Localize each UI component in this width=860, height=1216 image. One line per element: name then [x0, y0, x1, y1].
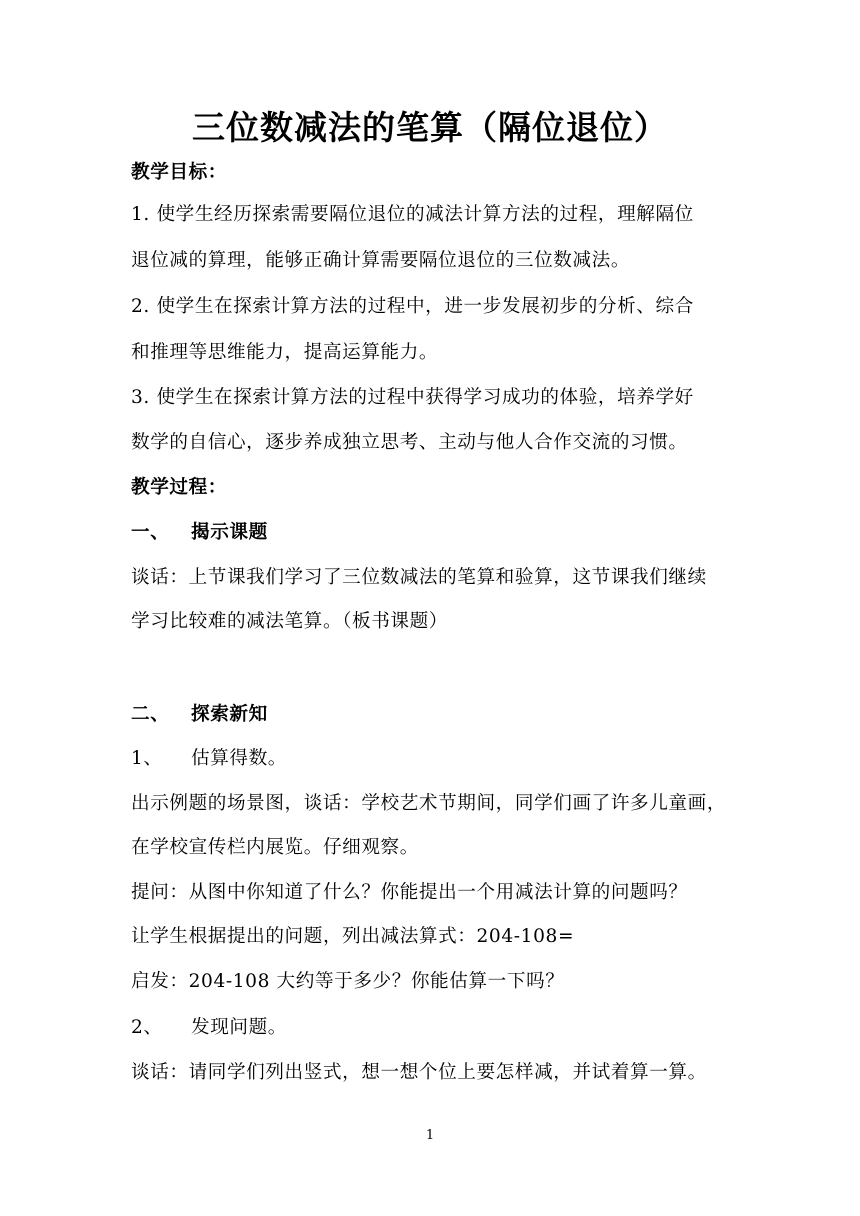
talk-2-line: 谈话：请同学们列出竖式，想一想个位上要怎样减，并试着算一算。	[131, 1062, 707, 1083]
section-1-title: 揭示课题	[191, 522, 268, 543]
objective-3-line-2: 数学的自信心，逐步养成独立思考、主动与他人合作交流的习惯。	[131, 432, 688, 453]
objective-1-line-1: 1. 使学生经历探索需要隔位退位的减法计算方法的过程，理解隔位	[131, 204, 694, 225]
step-2-heading	[131, 1013, 287, 1043]
step-2-number: 2、	[131, 1017, 163, 1038]
talk-1-line-2: 学习比较难的减法笔算。（板书课题）	[131, 611, 448, 632]
step-1-heading	[131, 744, 287, 774]
section-2-number: 二、	[131, 704, 170, 725]
show-line-2: 在学校宣传栏内展览。仔细观察。	[131, 837, 419, 858]
objective-2-line-1: 2. 使学生在探索计算方法的过程中，进一步发展初步的分析、综合	[131, 296, 694, 317]
talk-1-line-1: 谈话：上节课我们学习了三位数减法的笔算和验算，这节课我们继续	[131, 567, 707, 588]
process-heading: 教学过程：	[131, 477, 227, 498]
hint-line: 启发：204-108 大约等于多少？你能估算一下吗？	[131, 971, 565, 992]
section-2-title: 探索新知	[191, 704, 268, 725]
objective-1-line-2: 退位减的算理，能够正确计算需要隔位退位的三位数减法。	[131, 250, 631, 271]
objective-3-line-1: 3. 使学生在探索计算方法的过程中获得学习成功的体验，培养学好	[131, 387, 694, 408]
step-2-title: 发现问题。	[191, 1017, 287, 1038]
document-title: 三位数减法的笔算（隔位退位）	[192, 108, 668, 147]
step-1-number: 1、	[131, 748, 163, 769]
question-line: 提问：从图中你知道了什么？你能提出一个用减法计算的问题吗？	[131, 882, 688, 903]
equation-line: 让学生根据提出的问题，列出减法算式：204-108=	[131, 926, 575, 947]
section-1-heading	[131, 518, 268, 548]
step-1-title: 估算得数。	[191, 748, 287, 769]
objective-2-line-2: 和推理等思维能力，提高运算能力。	[131, 342, 439, 363]
section-2-heading	[131, 700, 268, 730]
page-number: 1	[425, 1128, 435, 1143]
show-line-1: 出示例题的场景图，谈话：学校艺术节期间，同学们画了许多儿童画，	[131, 793, 727, 814]
objectives-heading: 教学目标：	[131, 162, 227, 183]
section-1-number: 一、	[131, 522, 170, 543]
